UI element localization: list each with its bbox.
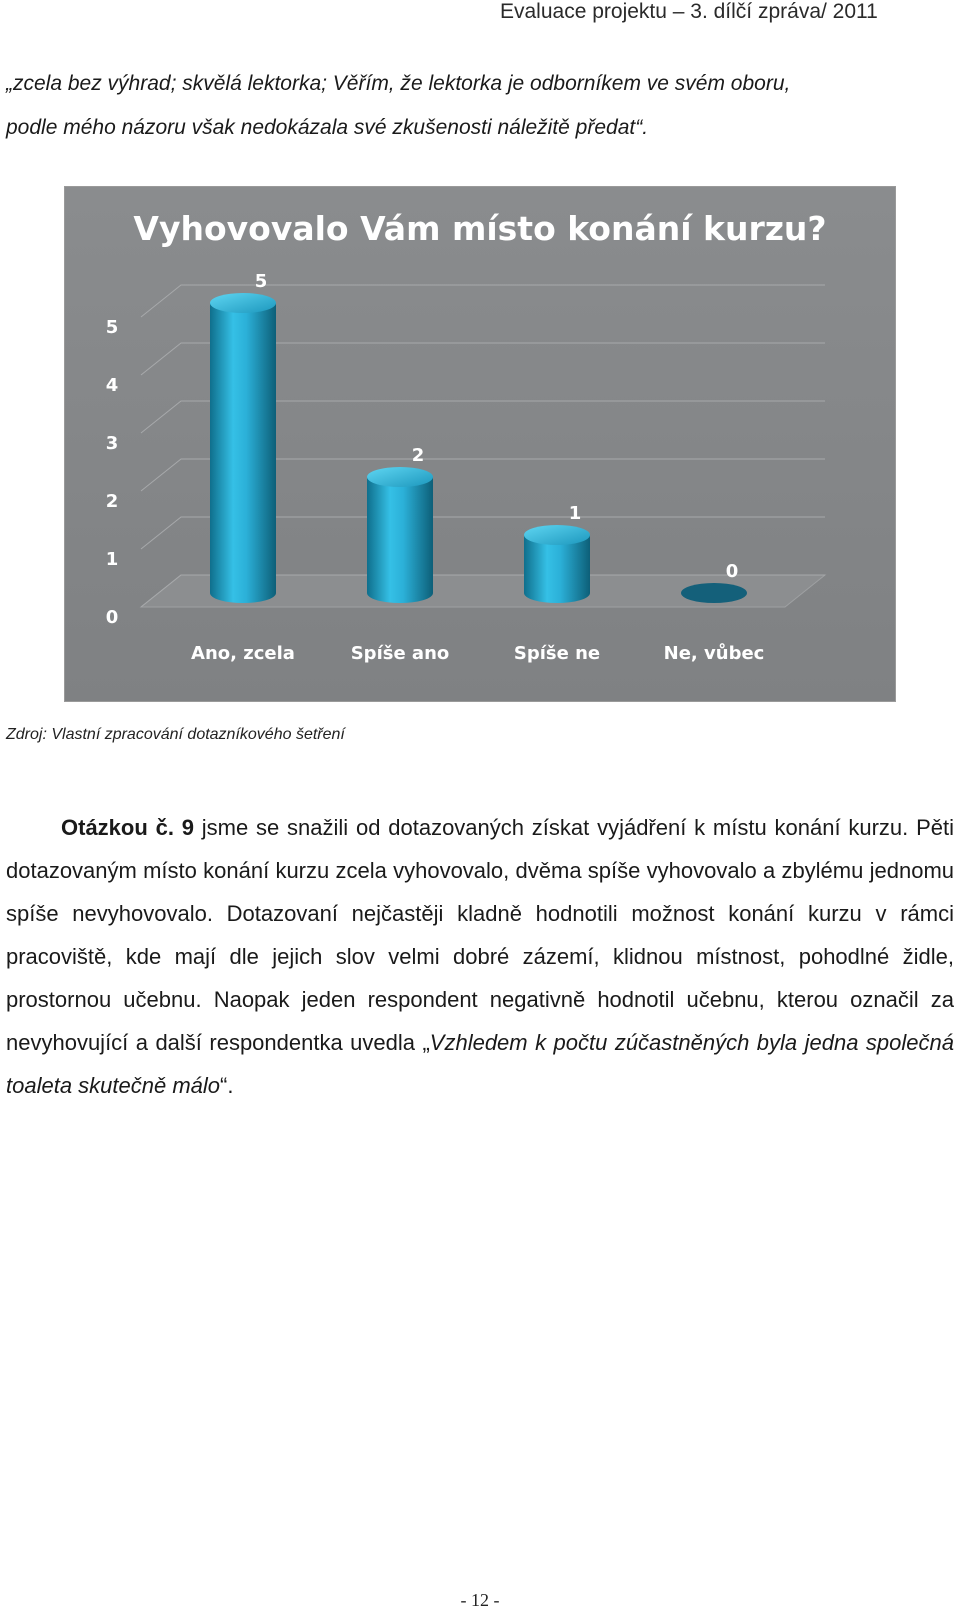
chart-side-wall [141, 285, 181, 607]
quote-line-2: podle mého názoru však nedokázala své zkušenosti náležitě předat“. [6, 116, 649, 139]
bar [367, 477, 433, 603]
quote-line-1: „zcela bez výhrad; skvělá lektorka; Věřím, že lektorka je odborníkem ve svém oboru, [6, 72, 791, 95]
page-number: - 12 - [460, 1590, 500, 1610]
x-category-label: Ne, vůbec [663, 643, 765, 664]
respondent-quote: Vzhledem k počtu zúčastněných byla jedna společná toaleta skutečně málo [6, 1030, 954, 1098]
bar [210, 303, 276, 603]
paragraph-text-1: jsme se snažili od dotazovaných získat vyjádření k místu konání kurzu. Pěti dotazovaným místo konání kurzu zcela vyhovovalo, dvěma spíše vyhovovalo a zbylému jednomu spíše nevyhovovalo. Dotazovaní nejčastěji kladně hodnotili možnost konání kurzu v rámci pracoviště, kde mají dle jejich slov velmi dobré zázemí, klidnou místnost, pohodlné židle, prostornou učebnu. Naopak jeden respondent negativně hodnotil učebnu, kterou označil za nevyhovující a další respondentka uvedla „ [6, 815, 954, 1055]
y-tick-label: 5 [105, 317, 119, 338]
chart-title: Vyhovovalo Vám místo konání kurzu? [133, 209, 827, 248]
data-label: 0 [725, 561, 739, 582]
bar-top [524, 525, 590, 545]
x-category-label: Spíše ne [513, 643, 601, 664]
x-category-label: Spíše ano [350, 643, 450, 664]
running-header: Evaluace projektu – 3. dílčí zpráva/ 2011 [500, 0, 878, 23]
data-label: 5 [254, 271, 268, 292]
y-tick-label: 3 [105, 433, 119, 454]
y-tick-label: 0 [105, 607, 119, 628]
chart-canvas [65, 187, 895, 701]
bar-top [210, 293, 276, 313]
bar [524, 535, 590, 603]
x-category-label: Ano, zcela [191, 643, 295, 664]
body-paragraph [6, 806, 954, 1107]
y-tick-label: 2 [105, 491, 119, 512]
chart-source-note: Zdroj: Vlastní zpracování dotazníkového šetření [6, 726, 345, 743]
data-label: 1 [568, 503, 582, 524]
bar-top [367, 467, 433, 487]
y-tick-label: 4 [105, 375, 119, 396]
bar-chart [64, 186, 896, 702]
data-label: 2 [411, 445, 425, 466]
paragraph-text-2: “. [220, 1073, 234, 1098]
question-reference: Otázkou č. 9 [61, 815, 194, 840]
bar-top [681, 583, 747, 603]
y-tick-label: 1 [105, 549, 119, 570]
